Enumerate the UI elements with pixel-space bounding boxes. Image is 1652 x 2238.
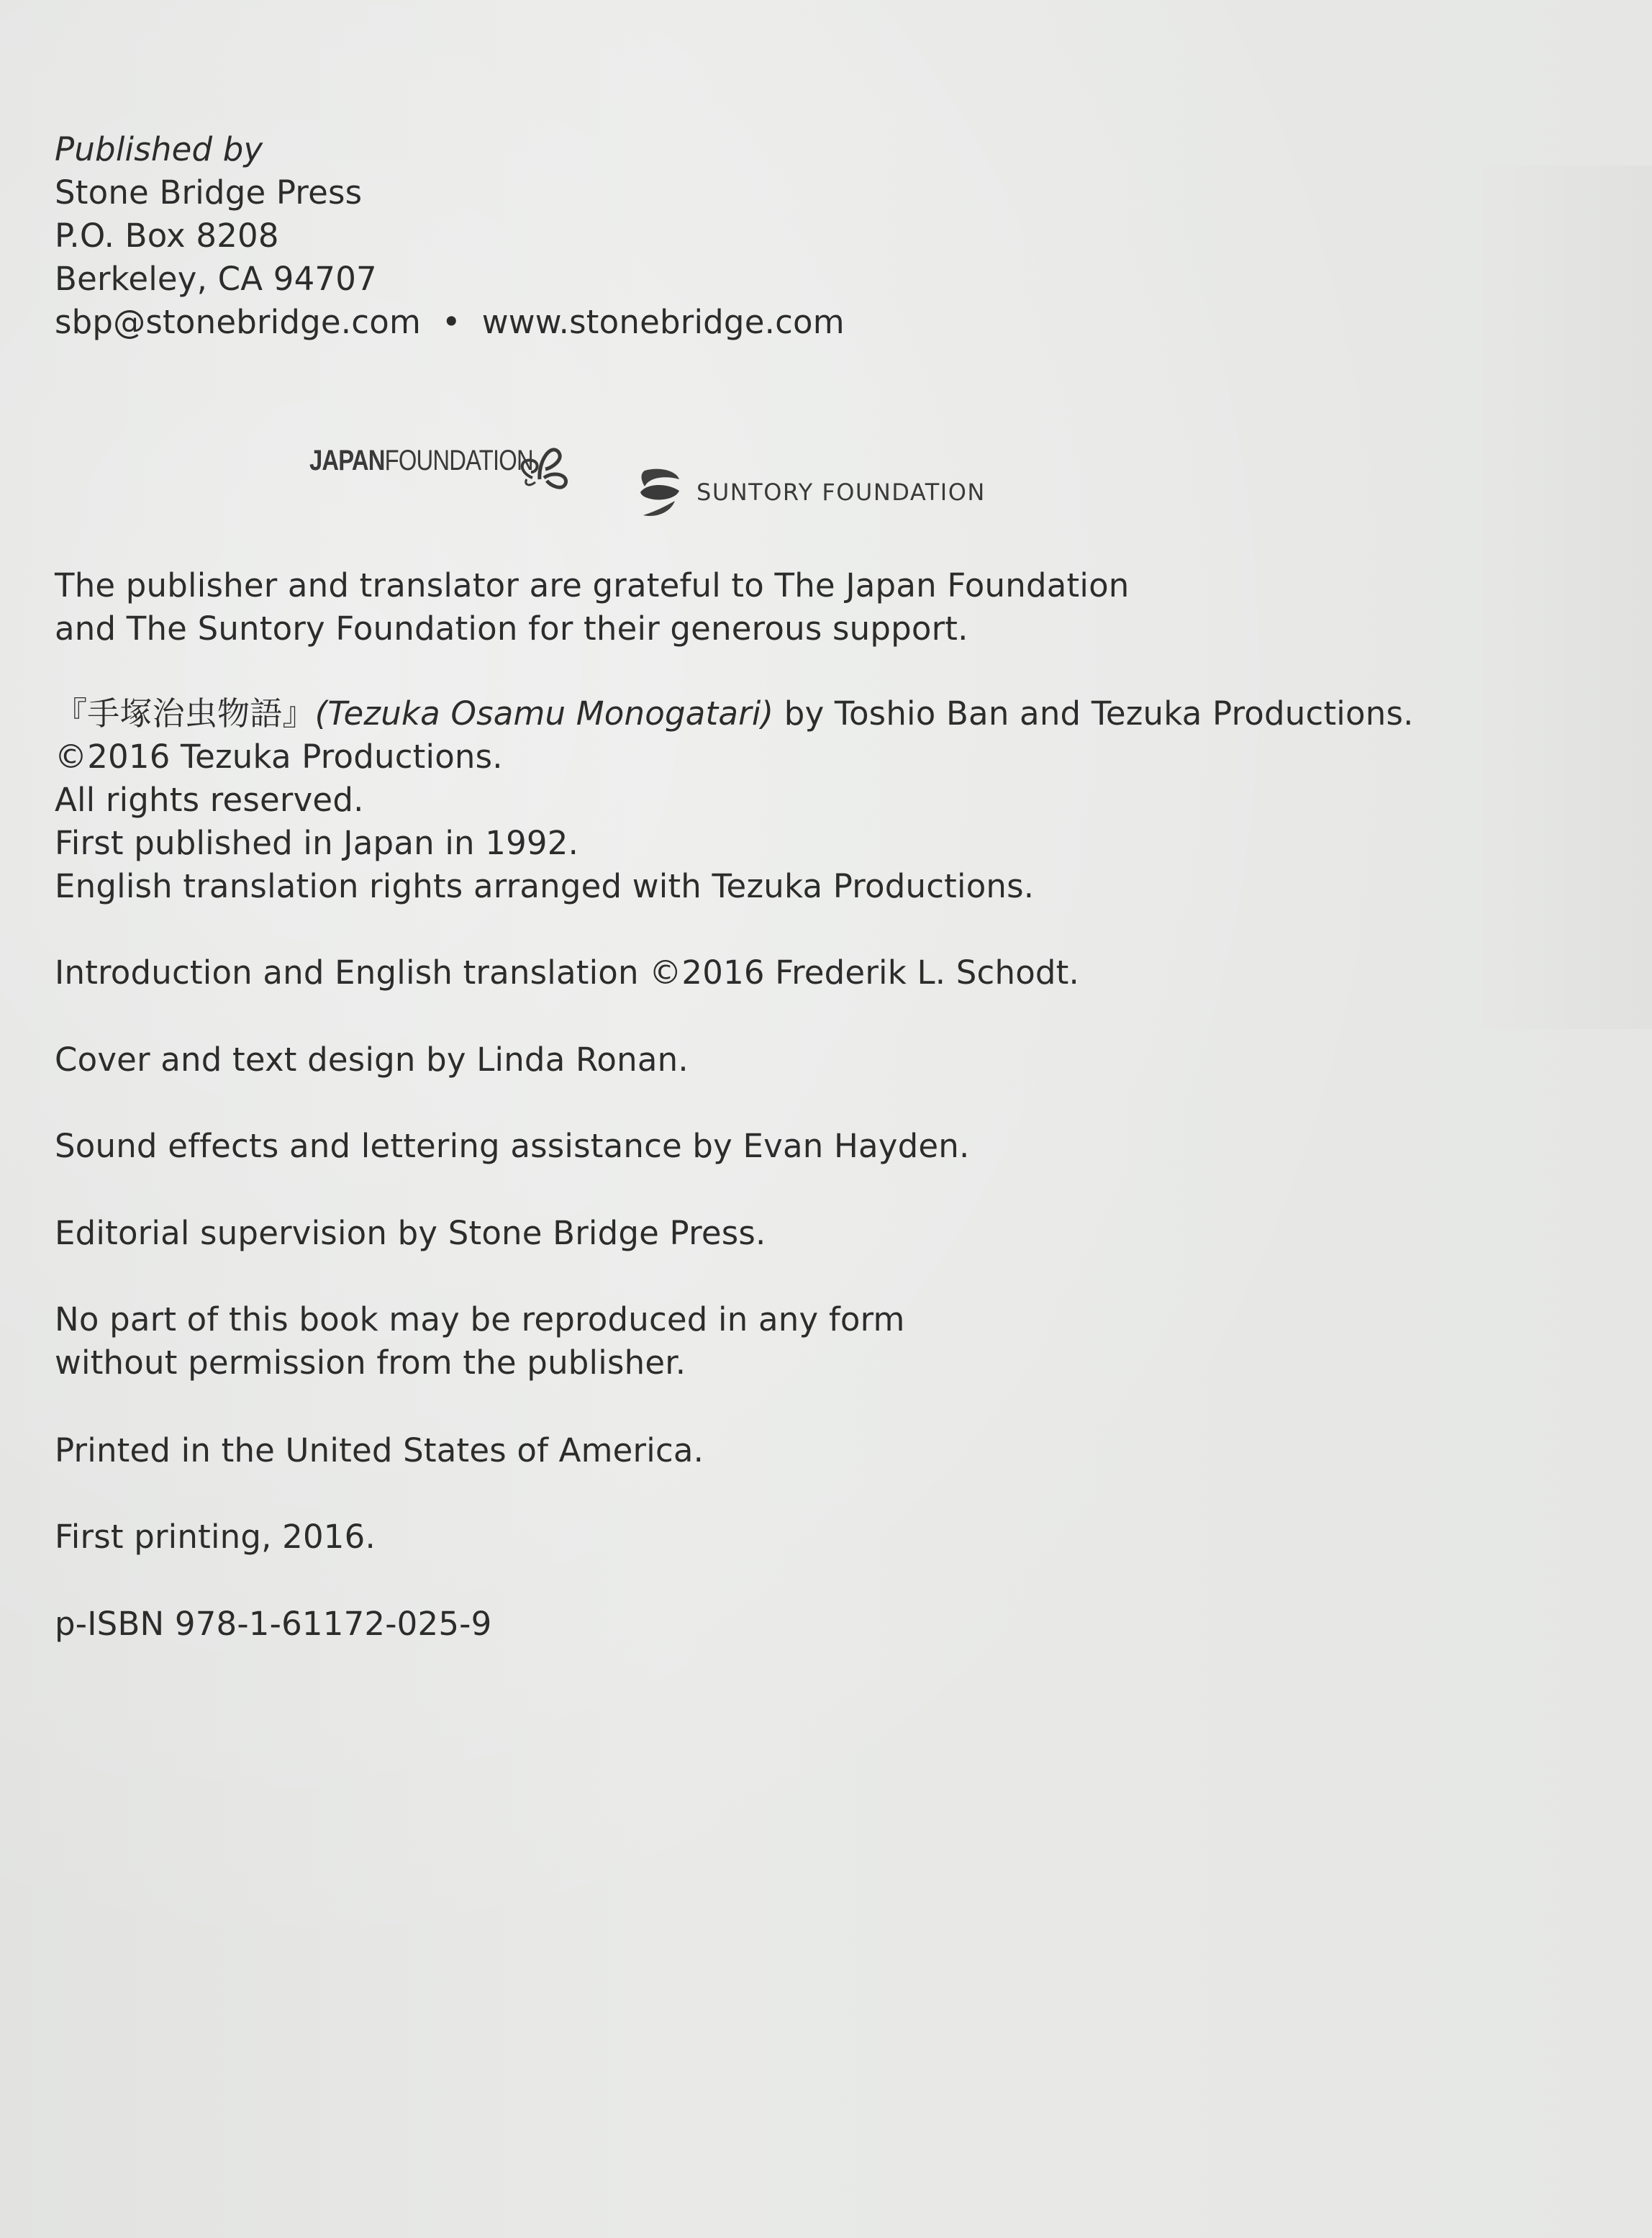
publisher-email: sbp@stonebridge.com: [55, 303, 421, 341]
original-title-romaji: (Tezuka Osamu Monogatari): [314, 694, 774, 733]
published-by-heading: Published by: [55, 130, 263, 168]
publisher-contact: [55, 301, 845, 344]
translation-rights-line: English translation rights arranged with Tezuka Productions.: [55, 867, 1035, 905]
rights-reserved-line: All rights reserved.: [55, 781, 364, 819]
acknowledgment-block: [55, 564, 1130, 651]
acknowledgment-line-2: and The Suntory Foundation for their generous support.: [55, 610, 968, 648]
original-title-japanese: 『手塚治虫物語』: [55, 694, 315, 733]
editorial-credit: Editorial supervision by Stone Bridge Press.: [55, 1214, 766, 1252]
show-through-shadow: [1465, 166, 1652, 1029]
reproduction-notice: [55, 1298, 905, 1385]
japan-foundation-wordmark-rest: FOUNDATION: [384, 445, 533, 476]
publisher-block: [55, 128, 845, 344]
reproduction-notice-line-2: without permission from the publisher.: [55, 1344, 686, 1382]
japan-foundation-wordmark-bold: JAPAN: [309, 445, 385, 476]
contact-separator: •: [442, 303, 461, 341]
isbn-line: p-ISBN 978-1-61172-025-9: [55, 1605, 492, 1643]
first-printing-line: First printing, 2016.: [55, 1518, 376, 1556]
first-published-line: First published in Japan in 1992.: [55, 824, 579, 862]
rights-block: [55, 692, 1414, 908]
sponsor-logos: [309, 432, 1000, 518]
introduction-credit: Introduction and English translation ©2016 Frederik L. Schodt.: [55, 953, 1080, 992]
publisher-name: Stone Bridge Press: [55, 173, 363, 212]
suntory-foundation-wordmark: SUNTORY FOUNDATION: [696, 479, 986, 506]
japan-foundation-wordmark: [309, 445, 533, 477]
lettering-credit: Sound effects and lettering assistance by Evan Hayden.: [55, 1127, 970, 1165]
original-work-line: [55, 692, 1414, 735]
japan-foundation-logo: [309, 445, 582, 477]
acknowledgment-line-1: The publisher and translator are grateful to The Japan Foundation: [55, 566, 1130, 604]
design-credit: Cover and text design by Linda Ronan.: [55, 1041, 689, 1079]
original-authors: by Toshio Ban and Tezuka Productions.: [773, 694, 1414, 733]
suntory-foundation-logo: [635, 465, 986, 520]
publisher-website: www.stonebridge.com: [481, 303, 845, 341]
reproduction-notice-line-1: No part of this book may be reproduced in any form: [55, 1300, 905, 1338]
publisher-po-box: P.O. Box 8208: [55, 217, 279, 255]
suntory-emblem-icon: [635, 465, 685, 520]
printed-in-line: Printed in the United States of America.: [55, 1431, 704, 1469]
copyright-line: ©2016 Tezuka Productions.: [55, 738, 503, 776]
publisher-city: Berkeley, CA 94707: [55, 260, 377, 298]
japan-foundation-emblem-icon: [511, 436, 576, 501]
